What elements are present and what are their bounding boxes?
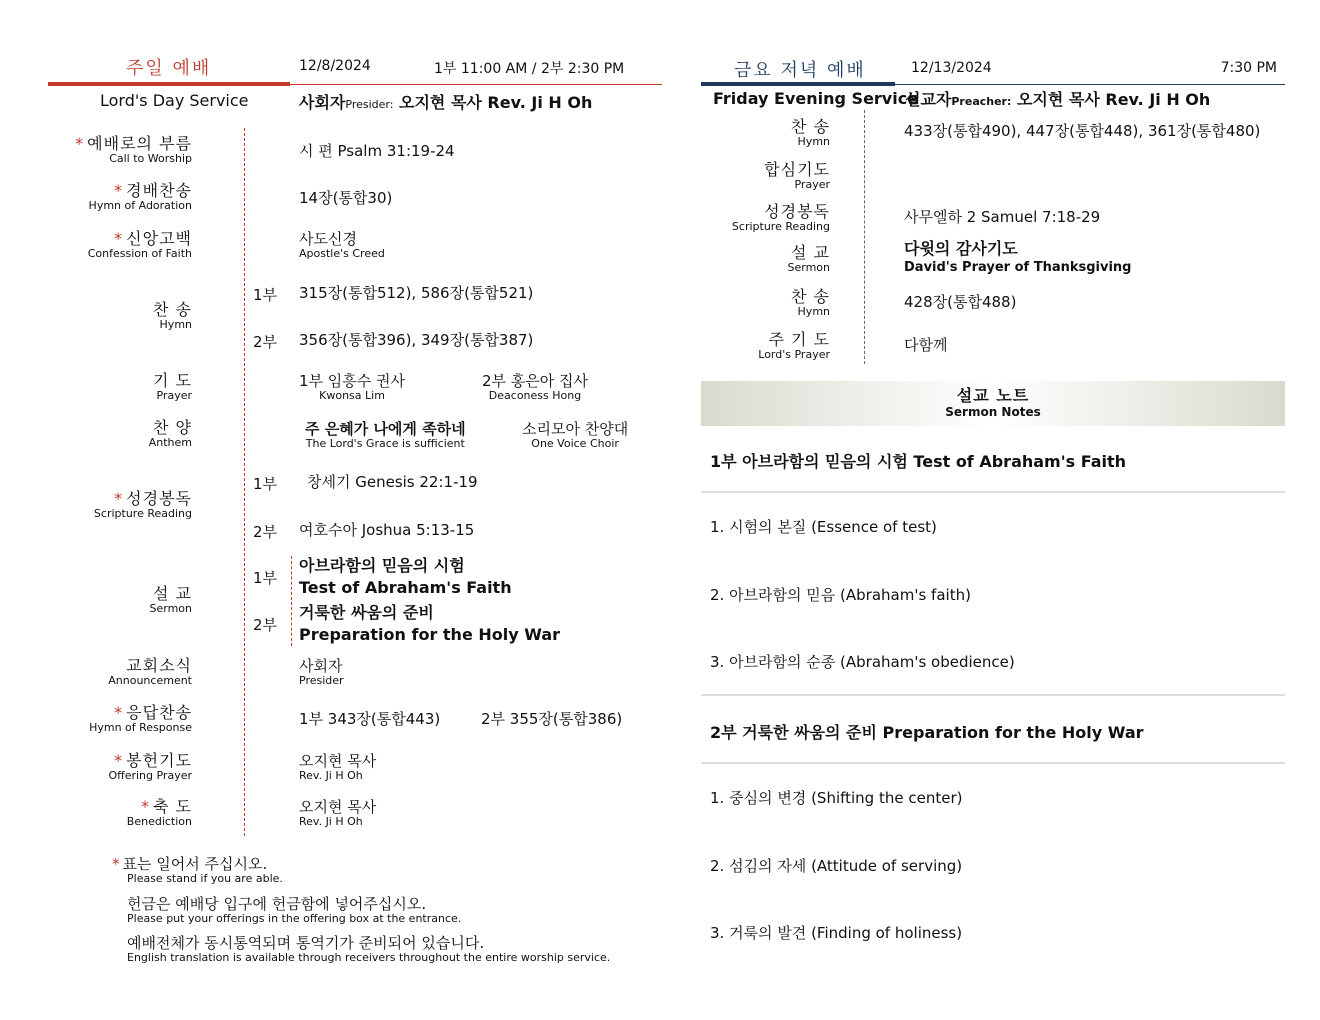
friday-title-en: Friday Evening Service bbox=[713, 89, 919, 108]
notes-divider-2 bbox=[701, 694, 1285, 696]
friday-label-prayer: 합심기도 Prayer bbox=[764, 160, 830, 191]
sermon-part2-value: 거룩한 싸움의 준비 Preparation for the Holy War bbox=[299, 603, 560, 644]
friday-hymn2-value: 428장(통합488) bbox=[904, 293, 1017, 311]
call-to-worship-value: 시 편 Psalm 31:19-24 bbox=[299, 142, 455, 160]
friday-label-sermon: 설 교 Sermon bbox=[787, 243, 830, 274]
friday-sermon-value: 다윗의 감사기도 David's Prayer of Thanksgiving bbox=[904, 239, 1132, 275]
sunday-times: 1부 11:00 AM / 2부 2:30 PM bbox=[434, 61, 625, 77]
friday-title-rule bbox=[895, 84, 1285, 85]
friday-scripture-value: 사무엘하 2 Samuel 7:18-29 bbox=[904, 208, 1101, 226]
scripture-part1-marker: 1부 bbox=[253, 475, 278, 493]
notes-section1-item3: 3. 아브라함의 순종 (Abraham's obedience) bbox=[710, 653, 1015, 671]
sunday-divider bbox=[244, 128, 245, 836]
hymn-part2-value: 356장(통합396), 349장(통합387) bbox=[299, 331, 534, 349]
confession-value: 사도신경 Apostle's Creed bbox=[299, 230, 385, 260]
notes-divider-1 bbox=[701, 491, 1285, 493]
friday-time: 7:30 PM bbox=[1220, 60, 1277, 76]
presider-label: 사회자 bbox=[299, 93, 346, 112]
label-confession: * 신앙고백 Confession of Faith bbox=[87, 229, 192, 260]
anthem-value-b: 소리모아 찬양대 One Voice Choir bbox=[522, 420, 629, 450]
notes-section1-title: 1부 아브라함의 믿음의 시험 Test of Abraham's Faith bbox=[710, 452, 1127, 471]
sermon-part1-value: 아브라함의 믿음의 시험 Test of Abraham's Faith bbox=[299, 556, 512, 597]
notes-section1-item1: 1. 시험의 본질 (Essence of test) bbox=[710, 518, 937, 536]
sermon-part1-marker: 1부 bbox=[253, 569, 278, 587]
friday-divider bbox=[864, 110, 865, 364]
friday-label-hymn: 찬 송 Hymn bbox=[791, 117, 830, 148]
friday-lords-prayer-value: 다함께 bbox=[904, 336, 948, 354]
friday-hymn-value: 433장(통합490), 447장(통합448), 361장(통합480) bbox=[904, 122, 1261, 140]
anthem-value-a: 주 은혜가 나에게 족하네 The Lord's Grace is sufficient bbox=[305, 420, 466, 450]
star-mark: * bbox=[75, 134, 85, 153]
offering-prayer-value: 오지현 목사 Rev. Ji H Oh bbox=[299, 752, 377, 782]
hymn-of-response-b: 2부 355장(통합386) bbox=[481, 710, 623, 728]
label-sermon: 설 교 Sermon bbox=[149, 584, 192, 615]
hymn-of-adoration-value: 14장(통합30) bbox=[299, 189, 393, 207]
label-hymn-of-response: * 응답찬송 Hymn of Response bbox=[89, 703, 192, 734]
note-offering: 헌금은 예배당 입구에 헌금함에 넣어주십시오. Please put your offerings in the offering box at the entrance. bbox=[127, 895, 462, 925]
sunday-title-rule bbox=[290, 84, 662, 85]
label-call-to-worship: * 예배로의 부름 Call to Worship bbox=[75, 134, 192, 165]
label-offering-prayer: * 봉헌기도 Offering Prayer bbox=[108, 751, 192, 782]
sunday-title: 주일 예배 bbox=[126, 58, 212, 79]
friday-label-lords-prayer: 주 기 도 Lord's Prayer bbox=[758, 330, 830, 361]
preacher-label: 설교자 bbox=[905, 90, 952, 109]
friday-title-bar bbox=[701, 82, 895, 86]
notes-section2-item2: 2. 섬김의 자세 (Attitude of serving) bbox=[710, 857, 963, 875]
sunday-date: 12/8/2024 bbox=[299, 58, 371, 74]
hymn-part1-marker: 1부 bbox=[253, 286, 278, 304]
prayer-value-a: 1부 임흥수 권사 Kwonsa Lim bbox=[299, 372, 406, 402]
notes-section2-item3: 3. 거룩의 발견 (Finding of holiness) bbox=[710, 924, 963, 942]
label-anthem: 찬 양 Anthem bbox=[148, 418, 192, 449]
sunday-title-bar bbox=[48, 82, 290, 86]
notes-divider-3 bbox=[701, 762, 1285, 764]
sermon-divider bbox=[291, 556, 292, 646]
benediction-value: 오지현 목사 Rev. Ji H Oh bbox=[299, 798, 377, 828]
label-announcement: 교회소식 Announcement bbox=[108, 656, 192, 687]
hymn-part1-value: 315장(통합512), 586장(통합521) bbox=[299, 284, 534, 302]
sermon-part2-marker: 2부 bbox=[253, 616, 278, 634]
friday-label-scripture: 성경봉독 Scripture Reading bbox=[731, 202, 830, 233]
friday-date: 12/13/2024 bbox=[911, 60, 992, 76]
notes-section2-item1: 1. 중심의 변경 (Shifting the center) bbox=[710, 789, 963, 807]
label-hymn: 찬 송 Hymn bbox=[153, 300, 192, 331]
scripture-part2-marker: 2부 bbox=[253, 523, 278, 541]
sunday-presider bbox=[299, 90, 592, 113]
notes-section2-title: 2부 거룩한 싸움의 준비 Preparation for the Holy War bbox=[710, 723, 1144, 742]
note-stand: * 표는 일어서 주십시오. Please stand if you are able. bbox=[112, 855, 283, 885]
label-benediction: * 축 도 Benediction bbox=[126, 797, 192, 828]
note-translation: 예배전체가 동시통역되며 통역기가 준비되어 있습니다. English translation is available through receivers throughout the entire worship service. bbox=[127, 934, 611, 964]
friday-preacher bbox=[905, 87, 1210, 110]
scripture-part1-value: 창세기 Genesis 22:1-19 bbox=[307, 473, 478, 491]
label-scripture-reading: * 성경봉독 Scripture Reading bbox=[93, 489, 192, 520]
friday-label-hymn2: 찬 송 Hymn bbox=[791, 287, 830, 318]
notes-section1-item2: 2. 아브라함의 믿음 (Abraham's faith) bbox=[710, 586, 971, 604]
presider-label-en: Presider: bbox=[345, 98, 394, 111]
scripture-part2-value: 여호수아 Joshua 5:13-15 bbox=[299, 521, 475, 539]
friday-title: 금요 저녁 예배 bbox=[734, 60, 866, 81]
prayer-value-b: 2부 홍은아 집사 Deaconess Hong bbox=[482, 372, 589, 402]
announcement-value: 사회자 Presider bbox=[299, 657, 344, 687]
hymn-part2-marker: 2부 bbox=[253, 333, 278, 351]
sermon-notes-header: 설교 노트 Sermon Notes bbox=[701, 381, 1285, 426]
preacher-name: 오지현 목사 Rev. Ji H Oh bbox=[1016, 90, 1211, 109]
presider-name: 오지현 목사 Rev. Ji H Oh bbox=[399, 93, 593, 112]
label-hymn-of-adoration: * 경배찬송 Hymn of Adoration bbox=[88, 181, 192, 212]
label-prayer: 기 도 Prayer bbox=[153, 371, 192, 402]
preacher-label-en: Preacher: bbox=[951, 95, 1012, 108]
sunday-title-en: Lord's Day Service bbox=[100, 91, 249, 110]
hymn-of-response-a: 1부 343장(통합443) bbox=[299, 710, 441, 728]
